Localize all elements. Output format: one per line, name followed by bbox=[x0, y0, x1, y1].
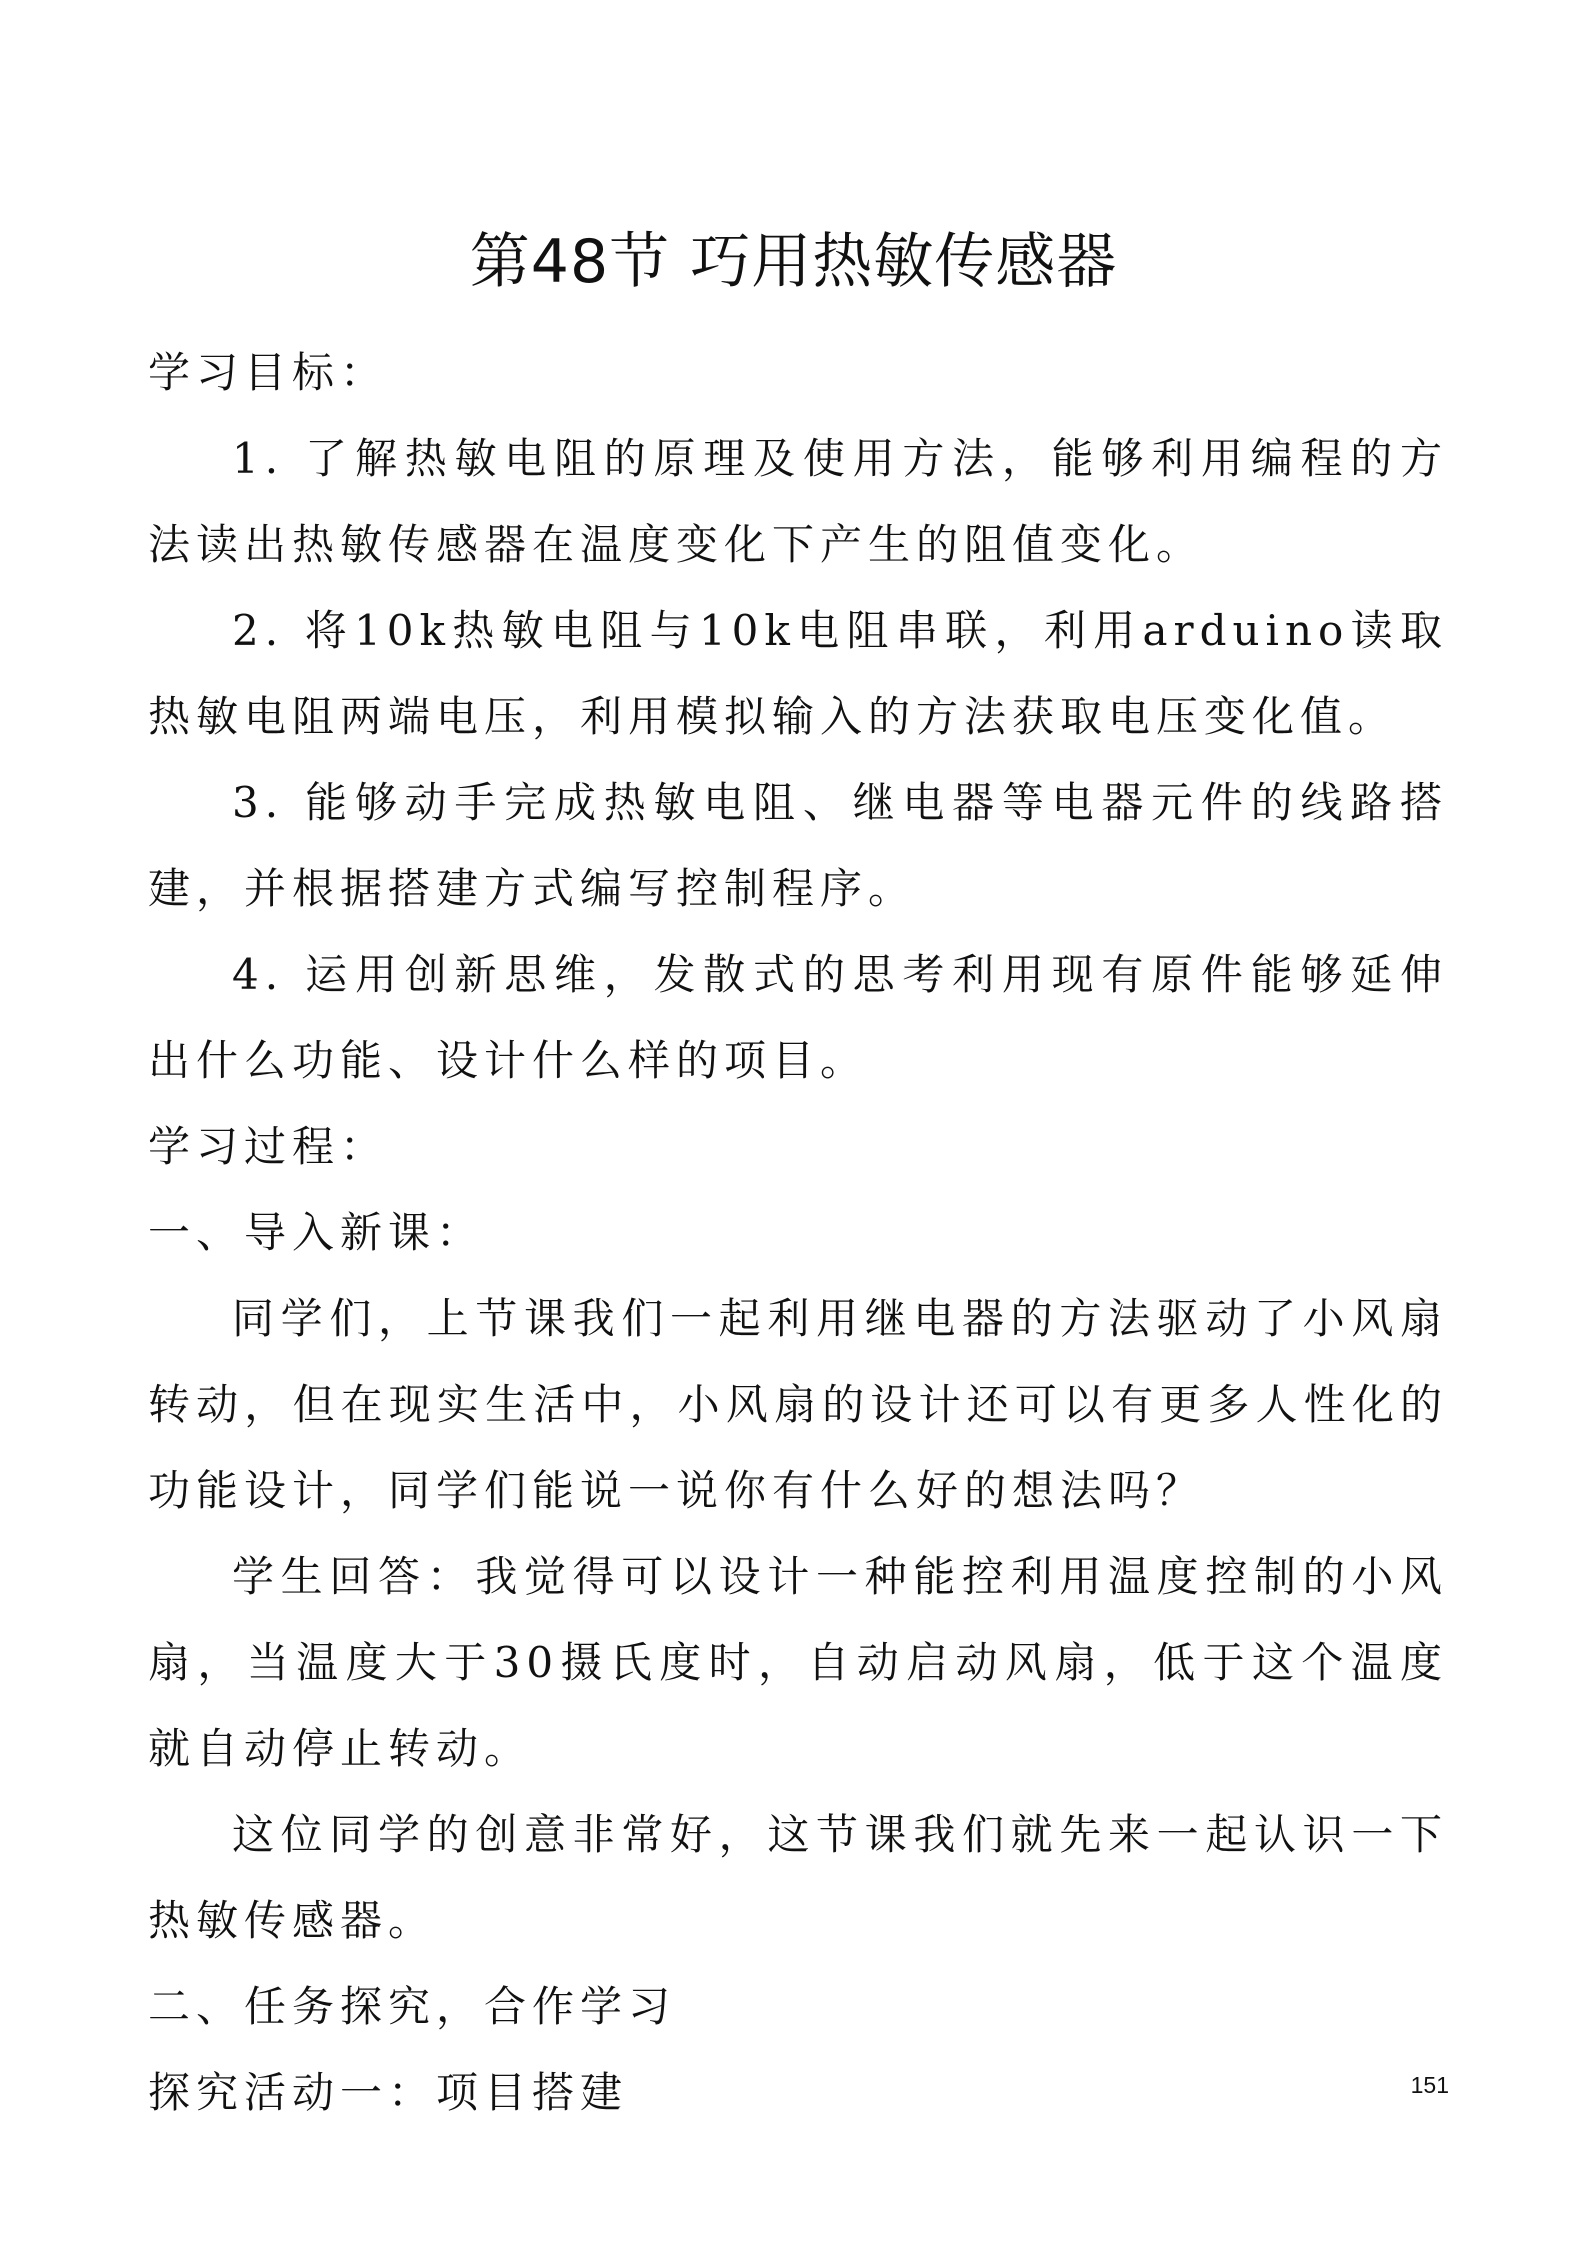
goal-1: 1. 了解热敏电阻的原理及使用方法，能够利用编程的方法读出热敏传感器在温度变化下产生的阻值变化。 bbox=[148, 434, 1448, 569]
page-number: 151 bbox=[1410, 2072, 1449, 2098]
heading-learning-goals: 学习目标： bbox=[148, 348, 389, 397]
intro-para-2: 学生回答：我觉得可以设计一种能控利用温度控制的小风扇，当温度大于30摄氏度时，自动启动风扇，低于这个温度就自动停止转动。 bbox=[148, 1552, 1448, 1773]
intro-para-3: 这位同学的创意非常好，这节课我们就先来一起认识一下热敏传感器。 bbox=[148, 1810, 1448, 1945]
document-body bbox=[148, 330, 1448, 2136]
heading-intro: 一、导入新课： bbox=[148, 1208, 485, 1257]
heading-activity-1: 探究活动一：项目搭建 bbox=[148, 2068, 629, 2117]
goal-2: 2. 将10k热敏电阻与10k电阻串联，利用arduino读取热敏电阻两端电压，利用模拟输入的方法获取电压变化值。 bbox=[148, 606, 1448, 741]
page-title: 第48节 巧用热敏传感器 bbox=[469, 227, 1118, 297]
intro-para-1: 同学们，上节课我们一起利用继电器的方法驱动了小风扇转动，但在现实生活中，小风扇的设计还可以有更多人性化的功能设计，同学们能说一说你有什么好的想法吗？ bbox=[148, 1294, 1448, 1515]
heading-learning-process: 学习过程： bbox=[148, 1122, 389, 1171]
goal-3: 3. 能够动手完成热敏电阻、继电器等电器元件的线路搭建，并根据搭建方式编写控制程序。 bbox=[148, 778, 1448, 913]
goal-4: 4. 运用创新思维，发散式的思考利用现有原件能够延伸出什么功能、设计什么样的项目。 bbox=[148, 950, 1448, 1085]
heading-task: 二、任务探究，合作学习 bbox=[148, 1982, 677, 2031]
